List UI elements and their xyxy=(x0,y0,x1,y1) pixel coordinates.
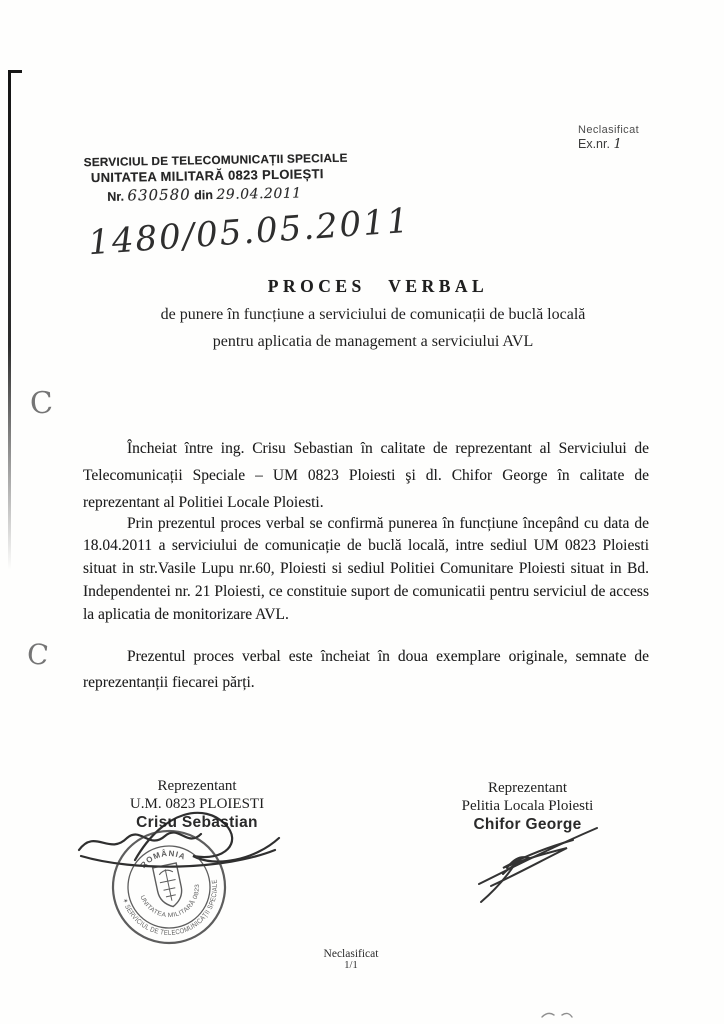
stamp-coat-of-arms xyxy=(153,863,185,909)
exemplar-number xyxy=(578,137,622,152)
document-title: PROCES VERBAL xyxy=(267,276,489,296)
paragraph-service-details: Prin prezentul proces verbal se confirmă punerea în funcțiune începând cu data de 18.04.2011 a serviciului de comunicație de buclă locală, intre sediul UM 0823 Ploiesti situat in str.Vasile Lupu nr.60, Ploiesti si sediul Politiei Comunitare Ploiesti situat in Bd. Independentei nr. 21 Ploiesti, ce constituie suport de comunicatii pentru serviciul de access la aplicatia de monitorizare AVL. xyxy=(83,514,649,623)
svg-text:✶ SERVICIUL DE TELECOMUNICAȚII xyxy=(120,878,228,946)
margin-pen-mark: C xyxy=(29,385,54,422)
din-label: din xyxy=(194,188,214,203)
date-value-handwritten: 29.04.2011 xyxy=(216,185,302,203)
page-number: 1/1 xyxy=(344,960,358,971)
right-signer-role: Reprezentant xyxy=(487,780,568,796)
margin-pen-mark: C xyxy=(25,636,51,673)
classification-label-top: Neclasificat xyxy=(578,124,640,136)
stamp-inner-ring xyxy=(120,838,217,935)
stamp-outer-ring xyxy=(103,821,236,954)
unit-stamp-service-name: SERVICIUL DE TELECOMUNICAȚII SPECIALE xyxy=(83,150,348,170)
right-signer-name: Chifor George xyxy=(473,816,582,833)
stamp-outer-text: ✶ SERVICIUL DE TELECOMUNICAȚII SPECIALE xyxy=(120,878,220,938)
unit-stamp-registration-line xyxy=(107,183,348,205)
header-unit-stamp xyxy=(84,151,349,206)
signature-block-left xyxy=(102,777,292,832)
svg-text:UNITATEA MILITARĂ 0823 xyxy=(138,882,207,925)
left-signer-role: Reprezentant xyxy=(157,778,237,794)
exemplar-number-value-handwritten: 1 xyxy=(613,137,622,152)
document-subtitle-line1: de punere în funcțiune a serviciului de comunicații de buclă locală xyxy=(160,306,586,323)
left-signer-organization: U.M. 0823 PLOIESTI xyxy=(129,796,265,812)
stamp-country-text: ROMÂNIA xyxy=(138,848,188,870)
round-official-stamp xyxy=(90,812,248,962)
right-signer-organization: Pelitia Locala Ploiesti xyxy=(461,798,594,814)
exemplar-number-label: Ex.nr. xyxy=(578,137,610,151)
document-subtitle-line2: pentru aplicatia de management a serviciului AVL xyxy=(212,333,534,350)
signature-block-right xyxy=(430,779,625,834)
svg-text:ROMÂNIA xyxy=(137,845,189,872)
scan-edge-line xyxy=(8,70,11,570)
left-signer-name: Crisu Sebastian xyxy=(136,814,258,831)
footer xyxy=(296,948,406,971)
stamp-inner-text: UNITATEA MILITARĂ 0823 xyxy=(138,883,202,920)
classification-label-bottom: Neclasificat xyxy=(323,948,379,960)
stray-pen-marks xyxy=(540,1008,590,1022)
handwritten-registration-number: 1480/05.05.2011 xyxy=(86,200,412,264)
unit-stamp-military-unit: UNITATEA MILITARĂ 0823 PLOIEȘTI xyxy=(90,166,324,186)
nr-label: Nr. xyxy=(107,189,125,204)
paragraph-parties: Încheiat între ing. Crisu Sebastian în calitate de reprezentant al Serviciului de Telecomunicații Speciale – UM 0823 Ploiesti şi dl. Chifor George în calitate de reprezentant al Politiei Locale Ploiesti. xyxy=(83,439,649,511)
paragraph-closing: Prezentul proces verbal este încheiat în doua exemplare originale, semnate de reprezentanții fiecarei părți. xyxy=(83,647,649,691)
nr-value-handwritten: 630580 xyxy=(127,185,191,205)
